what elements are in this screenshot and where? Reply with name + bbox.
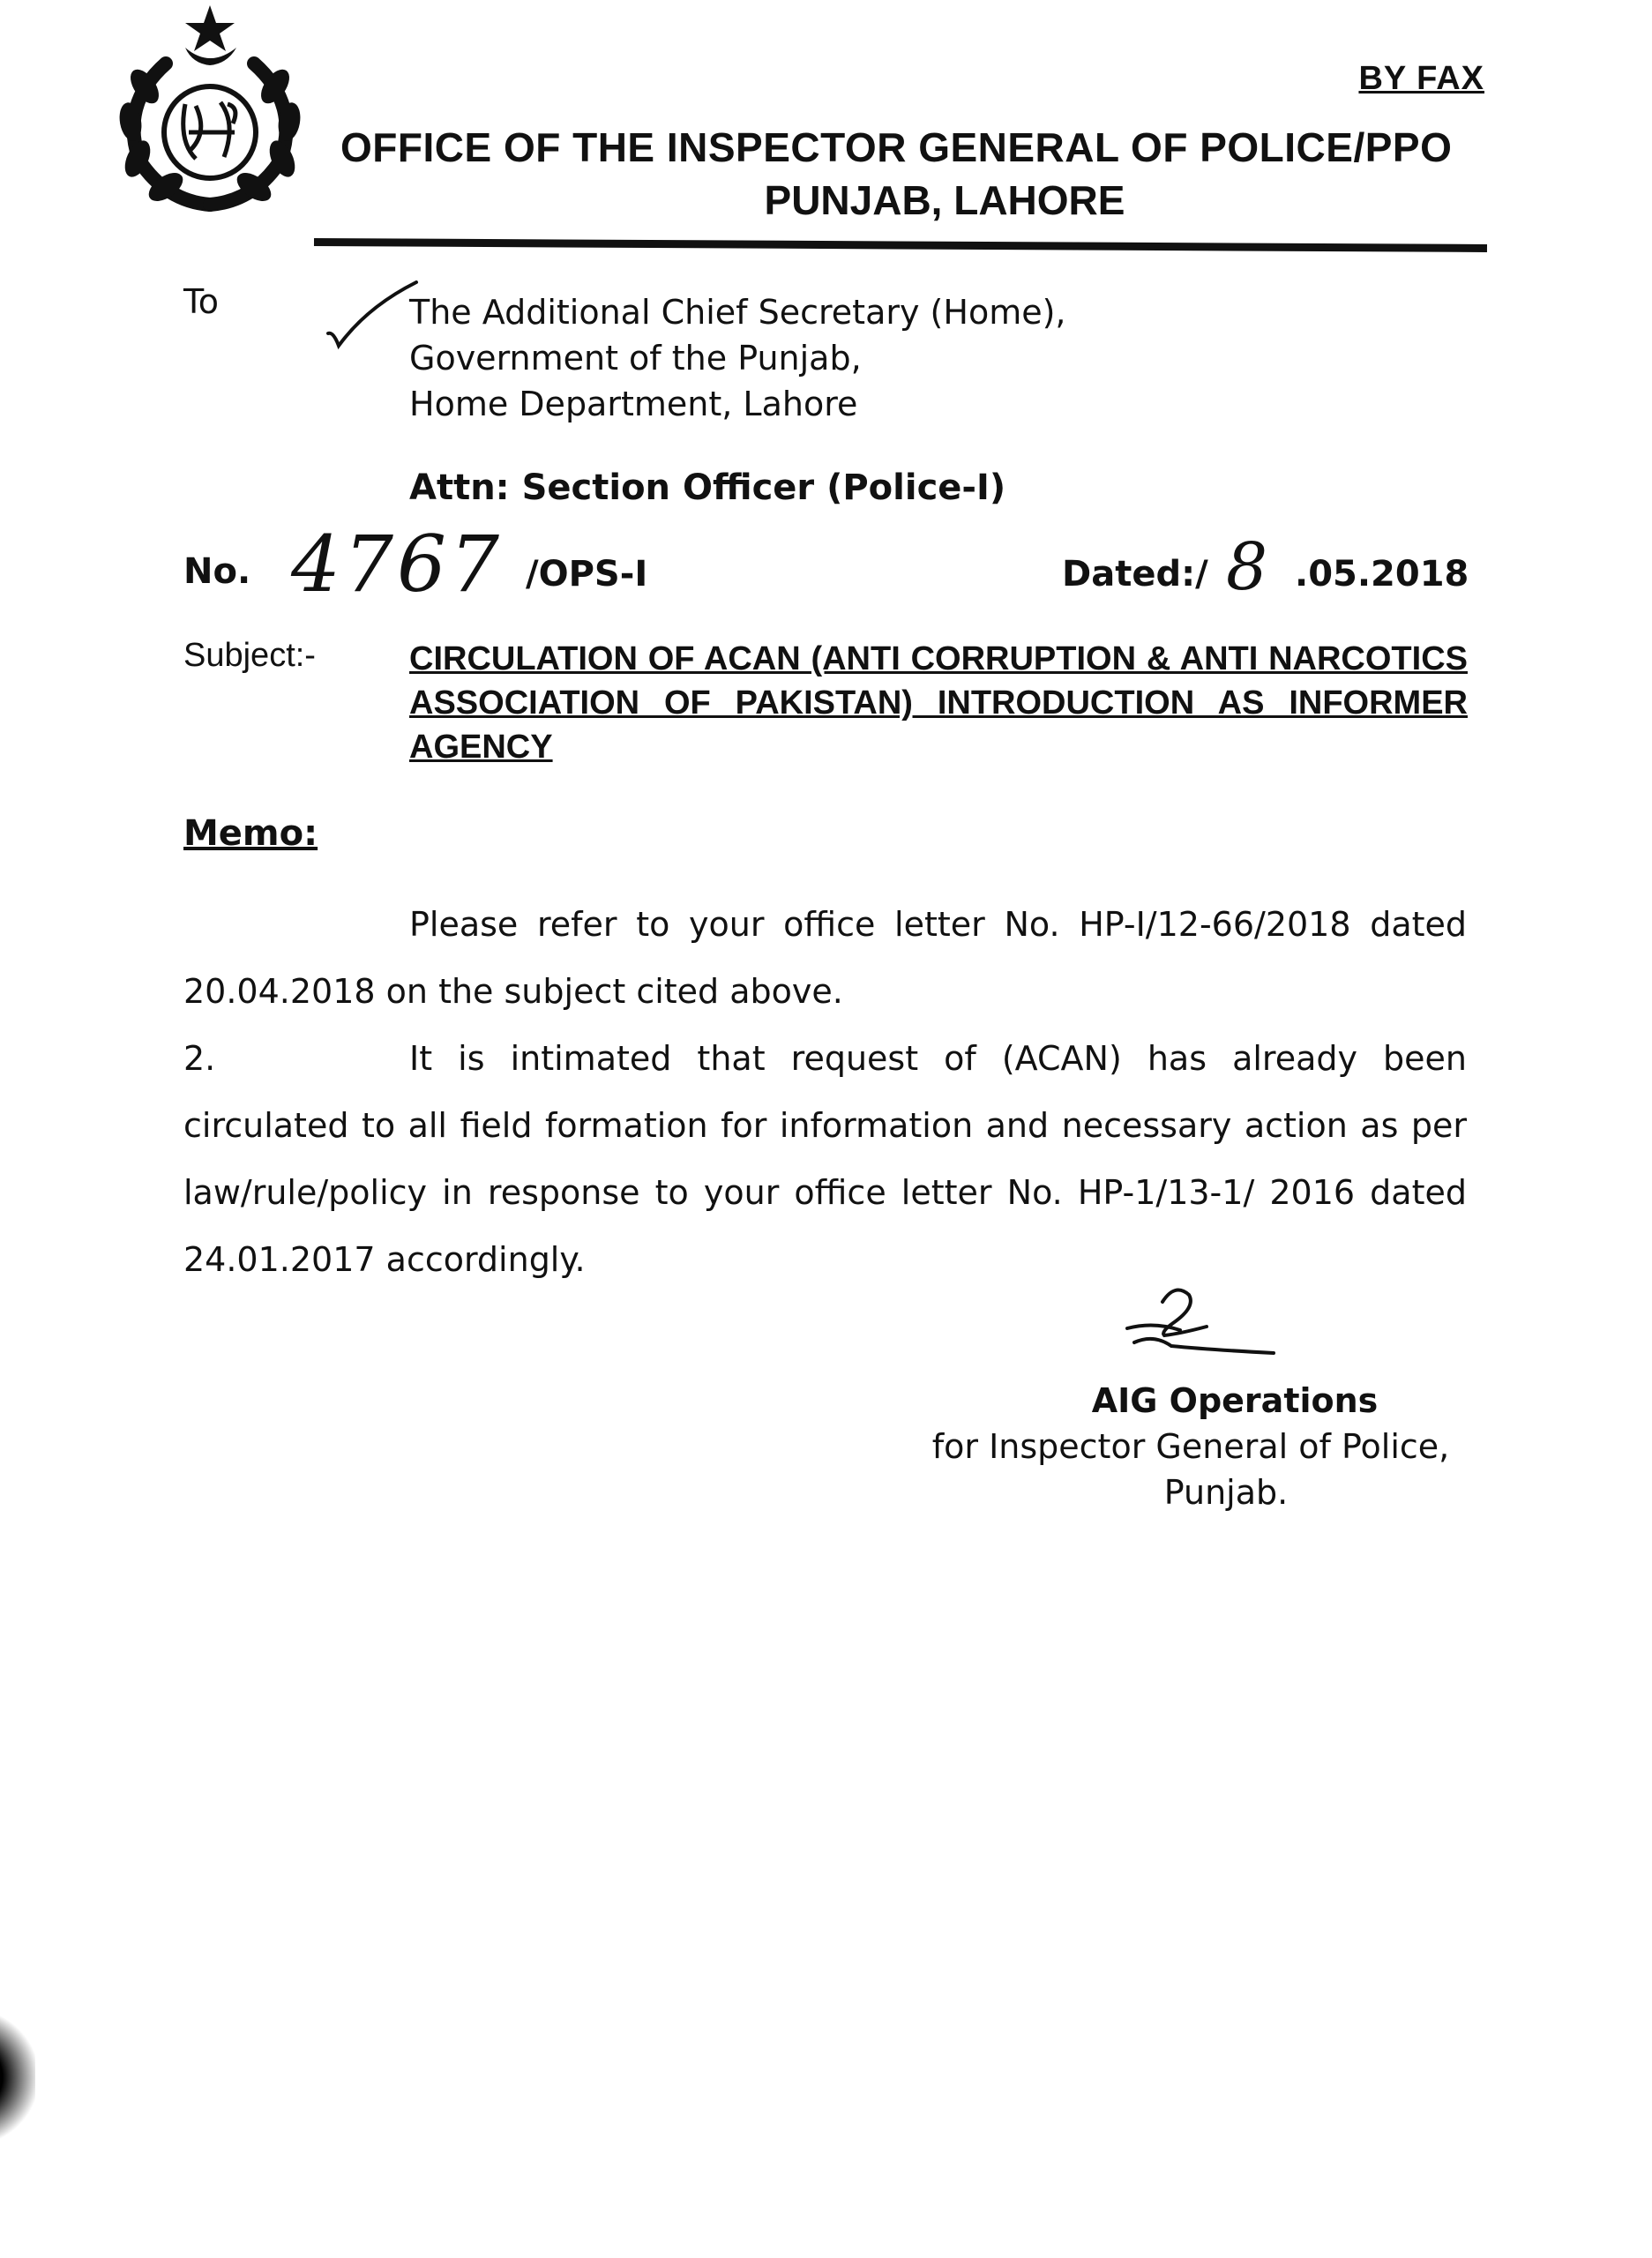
signature-icon (1118, 1277, 1277, 1365)
reference-no-handwritten: 4767 (291, 519, 503, 609)
addressee-line: The Additional Chief Secretary (Home), (409, 293, 1066, 332)
office-location: PUNJAB, LAHORE (764, 177, 1125, 223)
paragraph-number: 2. (183, 1039, 216, 1078)
signatory-title: AIG Operations (1091, 1381, 1379, 1420)
memo-heading: Memo: (183, 813, 318, 854)
signatory-line: Punjab. (1163, 1473, 1289, 1512)
to-label: To (183, 282, 220, 321)
subject-label: Subject:- (183, 637, 316, 674)
checkmark-icon (323, 280, 420, 351)
memo-paragraph-1: Please refer to your office letter No. HP-I/12-66/2018 dated 20.04.2018 on the subject cited above. (183, 905, 1467, 1011)
addressee-block (409, 289, 1066, 427)
addressee-line: Home Department, Lahore (409, 385, 858, 423)
attention-line: Attn: Section Officer (Police-I) (409, 467, 1006, 508)
office-title: OFFICE OF THE INSPECTOR GENERAL OF POLICE/PPO (340, 124, 1453, 170)
signatory-line: for Inspector General of Police, (931, 1427, 1450, 1466)
dated-day-handwritten: 8 (1226, 529, 1268, 605)
signature-block (847, 1378, 1535, 1515)
dated-label: Dated:/ (1062, 554, 1208, 594)
dated-value: .05.2018 (1295, 554, 1469, 594)
reference-no-label: No. (183, 551, 251, 592)
addressee-line: Government of the Punjab, (409, 339, 862, 378)
scan-hole-punch (0, 2011, 35, 2143)
police-emblem-icon (104, 0, 316, 212)
reference-no-suffix: /OPS-I (526, 554, 648, 594)
subject-text: CIRCULATION OF ACAN (ANTI CORRUPTION & ANTI NARCOTICS ASSOCIATION OF PAKISTAN) INTRODUCTION AS INFORMER AGENCY (409, 640, 1468, 766)
memo-paragraph-2 (183, 1025, 1467, 1293)
by-fax-label: BY FAX (1358, 60, 1484, 97)
header-rule (314, 238, 1487, 252)
memo-paragraph-2-text: It is intimated that request of (ACAN) has already been circulated to all field formation for information and necessary action as per law/rule/policy in response to your office letter No. HP-1/13-1/ 2016 dated 24.01.2017 accordingly. (183, 1039, 1467, 1279)
